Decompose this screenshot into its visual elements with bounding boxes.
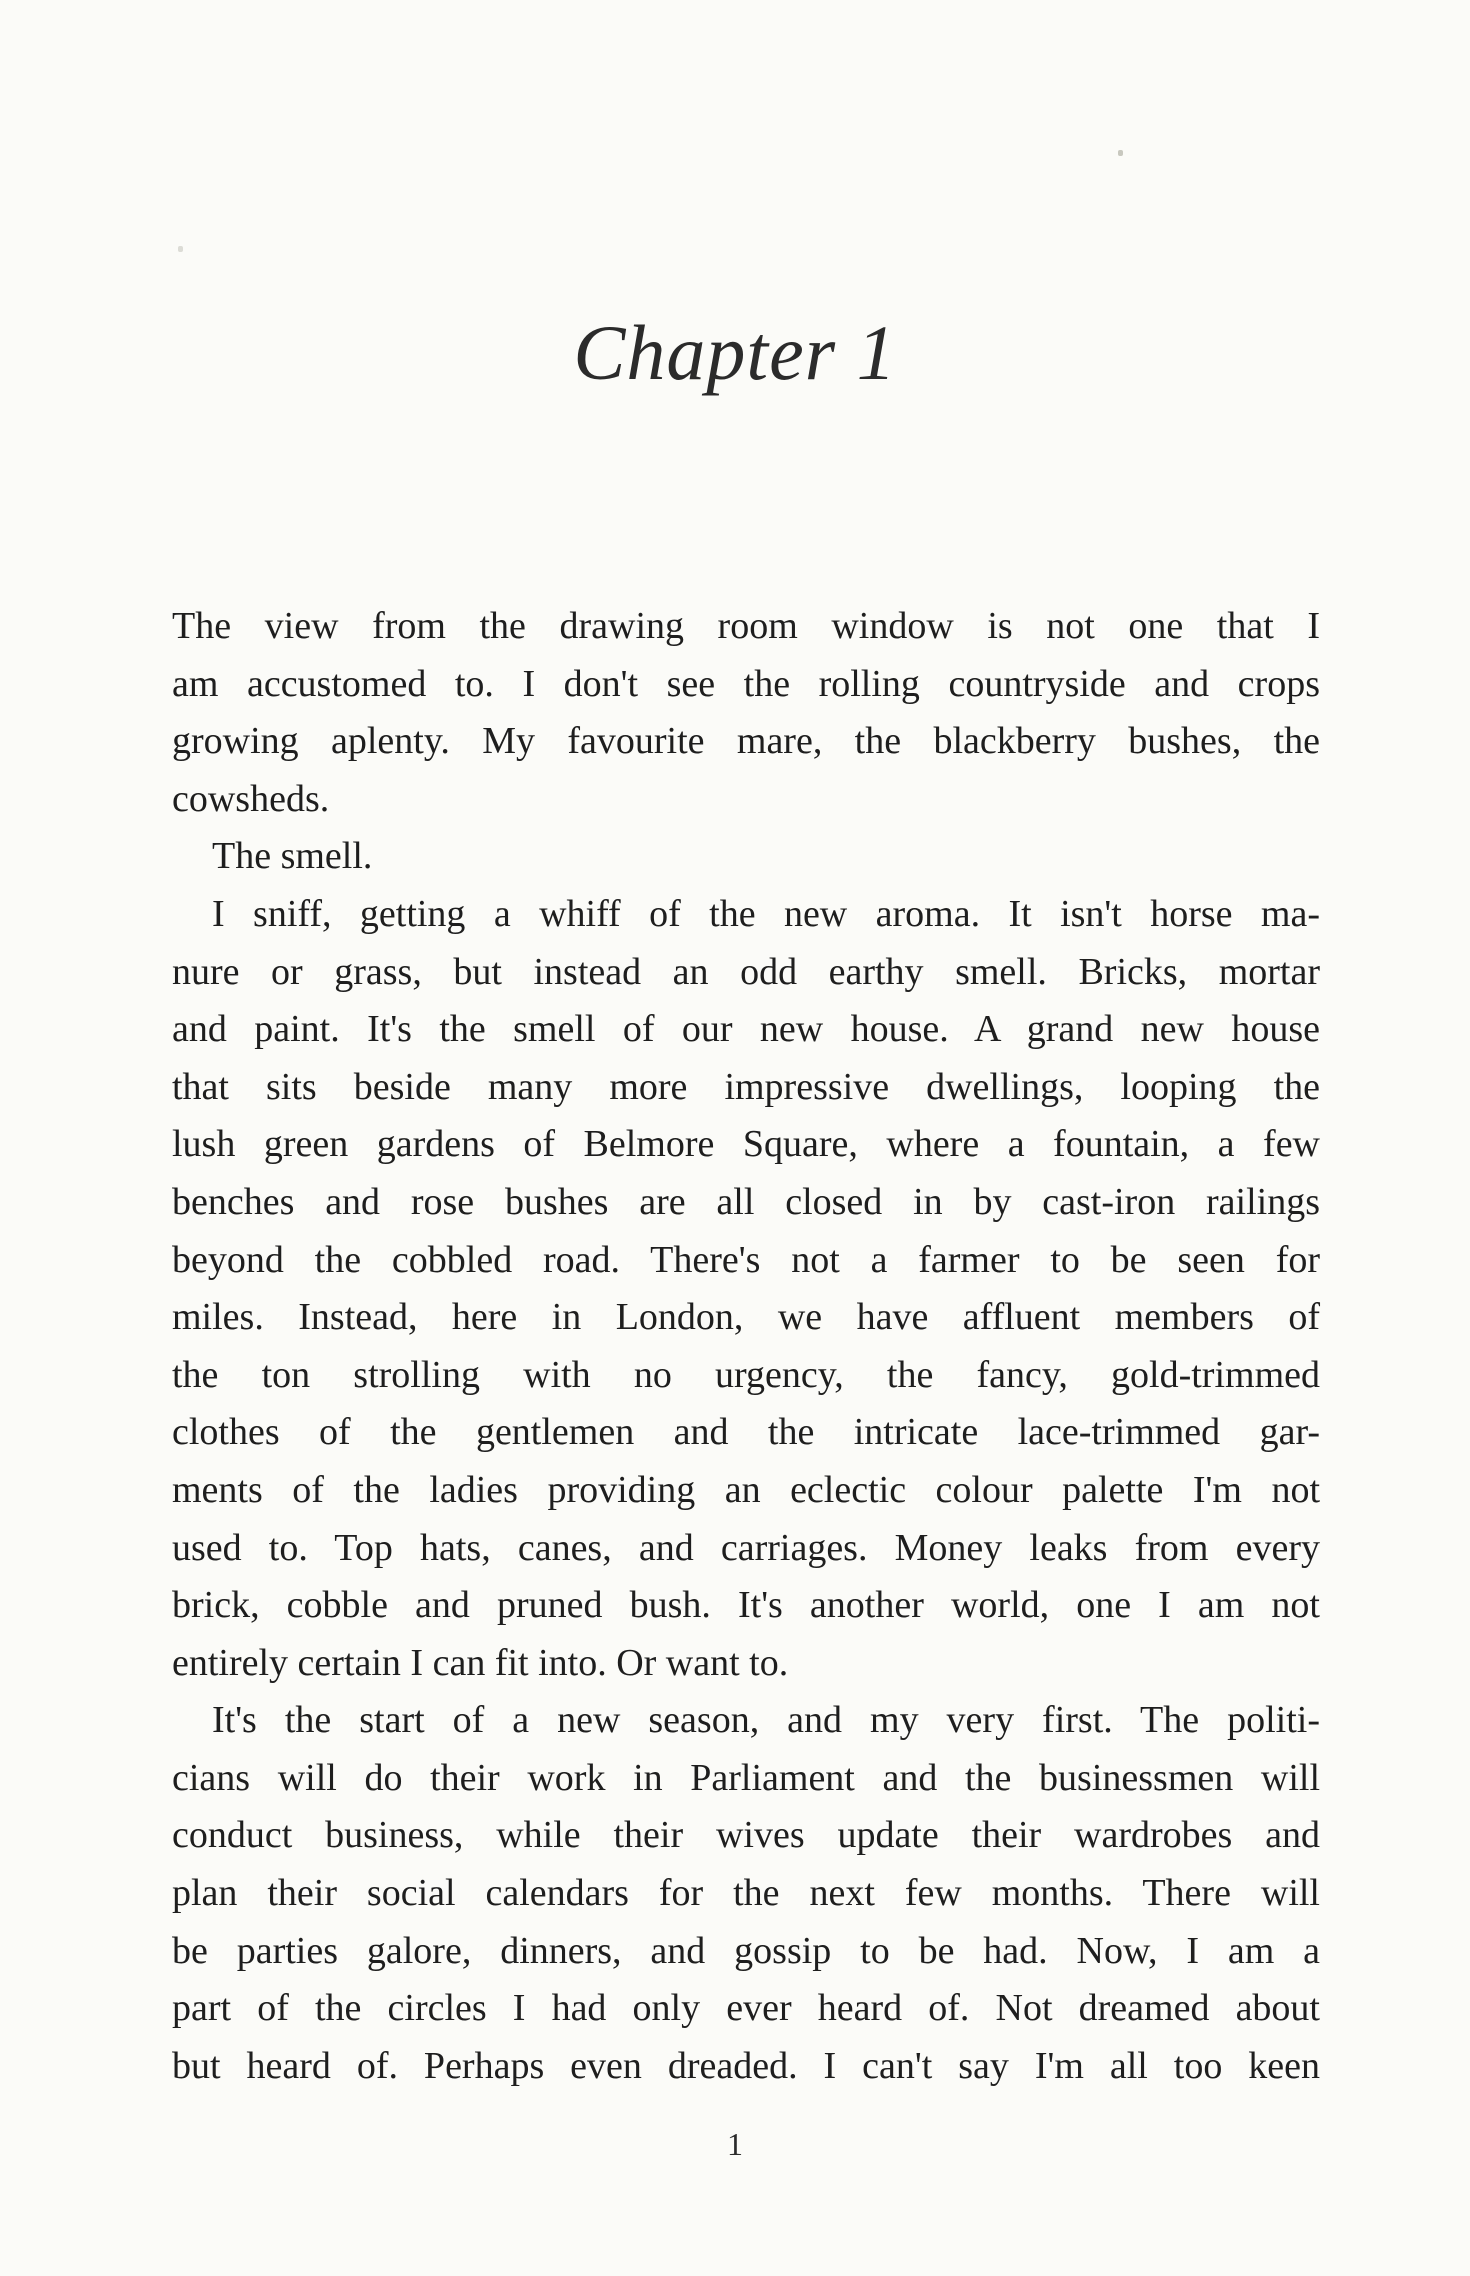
body-line: The view from the drawing room window is not one that I [172, 605, 1320, 647]
body-line: am accustomed to. I don't see the rolling countryside and crops [172, 662, 1320, 705]
page-number: 1 [727, 2126, 743, 2162]
body-line: clothes of the gentlemen and the intricate lace-trimmed gar- [172, 1411, 1320, 1454]
body-line: lush green gardens of Belmore Square, where a fountain, a few [172, 1123, 1320, 1166]
body-line: growing aplenty. My favourite mare, the blackberry bushes, the [172, 720, 1320, 763]
body-line: I sniff, getting a whiff of the new aroma. It isn't horse ma- [212, 892, 1320, 935]
body-line: cians will do their work in Parliament and the businessmen will [172, 1756, 1320, 1799]
body-line: benches and rose bushes are all closed in by cast-iron railings [172, 1180, 1320, 1223]
paper-speck [178, 246, 183, 252]
paper-speck [1118, 150, 1123, 156]
body-line: beyond the cobbled road. There's not a farmer to be seen for [172, 1238, 1320, 1281]
body-line: conduct business, while their wives update their wardrobes and [172, 1814, 1320, 1857]
body-line: ments of the ladies providing an eclectic colour palette I'm not [172, 1468, 1320, 1511]
body-line: nure or grass, but instead an odd earthy smell. Bricks, mortar [172, 950, 1320, 993]
body-line: part of the circles I had only ever heard of. Not dreamed about [172, 1987, 1320, 2030]
body-line: entirely certain I can fit into. Or want to. [172, 1641, 789, 1684]
body-line: that sits beside many more impressive dwellings, looping the [172, 1065, 1320, 1108]
body-line: plan their social calendars for the next few months. There will [172, 1872, 1320, 1915]
body-line: and paint. It's the smell of our new house. A grand new house [172, 1008, 1320, 1051]
body-line: miles. Instead, here in London, we have affluent members of [172, 1296, 1320, 1339]
body-line: The smell. [212, 835, 373, 878]
chapter-title: Chapter 1 [573, 309, 897, 396]
body-line: be parties galore, dinners, and gossip to be had. Now, I am a [172, 1929, 1320, 1972]
body-line: the ton strolling with no urgency, the fancy, gold-trimmed [172, 1353, 1320, 1396]
body-line: but heard of. Perhaps even dreaded. I can't say I'm all too keen [172, 2044, 1320, 2087]
body-line: cowsheds. [172, 777, 330, 820]
chapter-body [172, 598, 1320, 2095]
body-line: It's the start of a new season, and my very first. The politi- [212, 1699, 1320, 1742]
body-line: used to. Top hats, canes, and carriages. Money leaks from every [172, 1526, 1320, 1569]
body-line: brick, cobble and pruned bush. It's another world, one I am not [172, 1584, 1320, 1627]
